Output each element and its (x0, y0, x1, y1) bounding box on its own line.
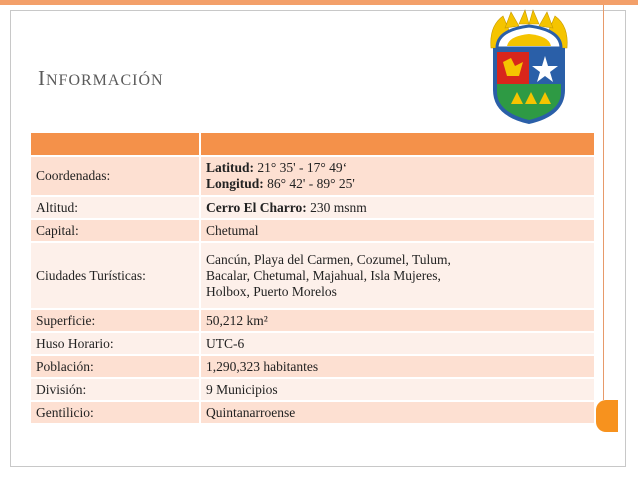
table-row (31, 309, 594, 332)
row-label: Altitud: (31, 196, 200, 219)
row-value (200, 242, 594, 309)
table-row (31, 332, 594, 355)
header-cell-left (31, 133, 200, 156)
row-label: Superficie: (31, 309, 200, 332)
altitude-peak-label: Cerro El Charro: (206, 199, 307, 215)
latitude-value: 21° 35' - 17° 49‘ (254, 160, 348, 175)
longitude-value: 86° 42' - 89° 25' (263, 176, 355, 191)
row-label: Coordenadas: (31, 156, 200, 196)
slide-title (38, 66, 164, 91)
table-row (31, 355, 594, 378)
row-label: Capital: (31, 219, 200, 242)
row-label: Huso Horario: (31, 332, 200, 355)
table-row (31, 219, 594, 242)
header-cell-right (200, 133, 594, 156)
right-accent-line (603, 5, 604, 400)
coat-of-arms-image (481, 8, 577, 126)
table-row (31, 378, 594, 401)
row-value: Quintanarroense (200, 401, 594, 424)
row-value (200, 156, 594, 196)
row-value: 50,212 km² (200, 309, 594, 332)
table-row (31, 196, 594, 219)
latitude-label: Latitud: (206, 160, 255, 175)
row-value: 1,290,323 habitantes (200, 355, 594, 378)
cities-line-3: Holbox, Puerto Morelos (206, 283, 337, 299)
longitude-label: Longitud: (206, 176, 264, 191)
row-value: UTC-6 (200, 332, 594, 355)
right-accent-dot (596, 400, 618, 432)
row-label: División: (31, 378, 200, 401)
row-label: Gentilicio: (31, 401, 200, 424)
row-value: Chetumal (200, 219, 594, 242)
information-table (31, 133, 594, 425)
row-label: Población: (31, 355, 200, 378)
table-row (31, 156, 594, 196)
title-rest: NFORMACIÓN (46, 72, 164, 89)
altitude-value: 230 msnm (306, 199, 367, 215)
row-value (200, 196, 594, 219)
row-label: Ciudades Turísticas: (31, 242, 200, 309)
cities-line-1: Cancún, Playa del Carmen, Cozumel, Tulum, (206, 251, 451, 267)
table-row (31, 401, 594, 424)
table-header-row (31, 133, 594, 156)
top-accent-bar (0, 0, 638, 5)
table-row (31, 242, 594, 309)
row-value: 9 Municipios (200, 378, 594, 401)
cities-line-2: Bacalar, Chetumal, Majahual, Isla Mujeres, (206, 267, 441, 283)
title-initial: I (38, 66, 46, 90)
